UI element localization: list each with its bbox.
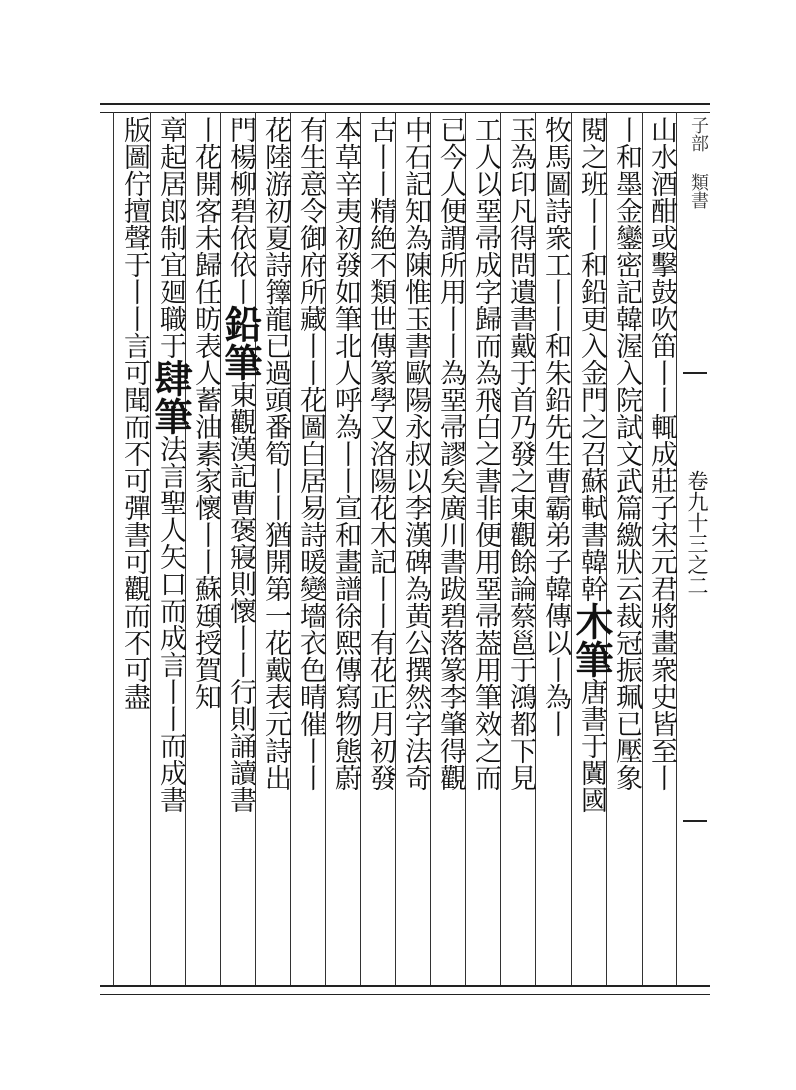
text-column-5: 玉為印凡得問遺書戴于首乃發之東觀餘論蔡邕于鴻都下見 [505, 116, 536, 791]
text-column-1: 山水酒酣或擊鼓吹笛丨丨輒成莊子宋元君將畫衆史皆至丨 [646, 116, 677, 791]
fishtail-mark-lower [683, 820, 707, 822]
text-run: 唐書于闐國 [576, 678, 607, 813]
text-column-7: 已今人便謂所用丨丨為堊帚謬矣廣川書跋碧落篆李肇得觀 [435, 116, 466, 791]
juan-number: 卷九十三之二 [685, 470, 709, 596]
text-column-10: 本草辛夷初發如筆北人呼為丨丨宣和畫譜徐熙傳寫物態蔚 [330, 116, 361, 791]
folio-label: 子部 類書 [688, 116, 709, 209]
text-column-14 [187, 116, 221, 980]
bottom-inner-rule [100, 994, 710, 995]
text-column-15 [148, 116, 193, 980]
text-run: 法言聖人矢口而成言丨丨而成書 [155, 435, 186, 813]
text-column-11: 有生意令御府所藏丨丨花圖白居易詩暖變墻衣色晴催丨丨 [295, 116, 326, 791]
text-run: 牧馬圖詩衆工丨丨和朱鉛先生曹霸弟子韓 [540, 116, 571, 602]
text-column-4 [537, 116, 571, 980]
text-column-2: 丨和墨金鑾密記韓渥入院試文武篇繳狀云裁冠振珮已壓象 [611, 116, 642, 791]
column-rule [150, 112, 151, 985]
text-column-16 [116, 116, 150, 980]
column-rule [113, 112, 114, 985]
column-rule [571, 112, 572, 985]
text-run: 言可聞而不可彈書可觀而不可盡 [119, 332, 150, 710]
entry-head-sibi: 肆筆 [148, 359, 193, 435]
text-run: 章起居郎制宜廻職于 [155, 116, 186, 359]
text-column-8: 中石記知為陳惟玉書歐陽永叔以李漢碑為黄公撰然字法奇 [400, 116, 431, 791]
top-inner-rule [100, 112, 710, 113]
text-column-6: 工人以堊帚成字歸而為飛白之書非便用堊帚葢用筆效之而 [470, 116, 501, 791]
top-border-rule [100, 103, 710, 105]
text-run: 任昉表人蓄油素家懷丨丨蘇頲授賀知 [190, 278, 221, 710]
text-run: 傳以丨為丨 [540, 602, 571, 737]
text-column-3 [569, 116, 614, 980]
text-run: 閱之班丨丨和鉛更入金門之召蘇軾書韓幹 [576, 116, 607, 602]
text-column-9: 古丨丨精絶不類世傳篆學又洛陽花木記丨丨有花正月初發 [365, 116, 396, 791]
fishtail-mark [683, 372, 707, 374]
bottom-border-rule [100, 985, 710, 987]
entry-head-qianbi: 鉛筆 [218, 305, 263, 381]
text-run: 東觀漢記曹褒寢則懷丨丨行則誦讀書 [225, 381, 256, 813]
entry-head-mubi: 木筆 [569, 602, 614, 678]
text-run: 版圖佇擅聲于丨丨 [119, 116, 150, 332]
text-column-13 [218, 116, 263, 980]
text-run: 門楊柳碧依依丨 [225, 116, 256, 305]
text-run: 丨花開客未歸 [190, 116, 221, 278]
text-column-12: 花陸游初夏詩籜龍已過頭番筍丨丨猶開第一花戴表元詩出 [260, 116, 291, 791]
